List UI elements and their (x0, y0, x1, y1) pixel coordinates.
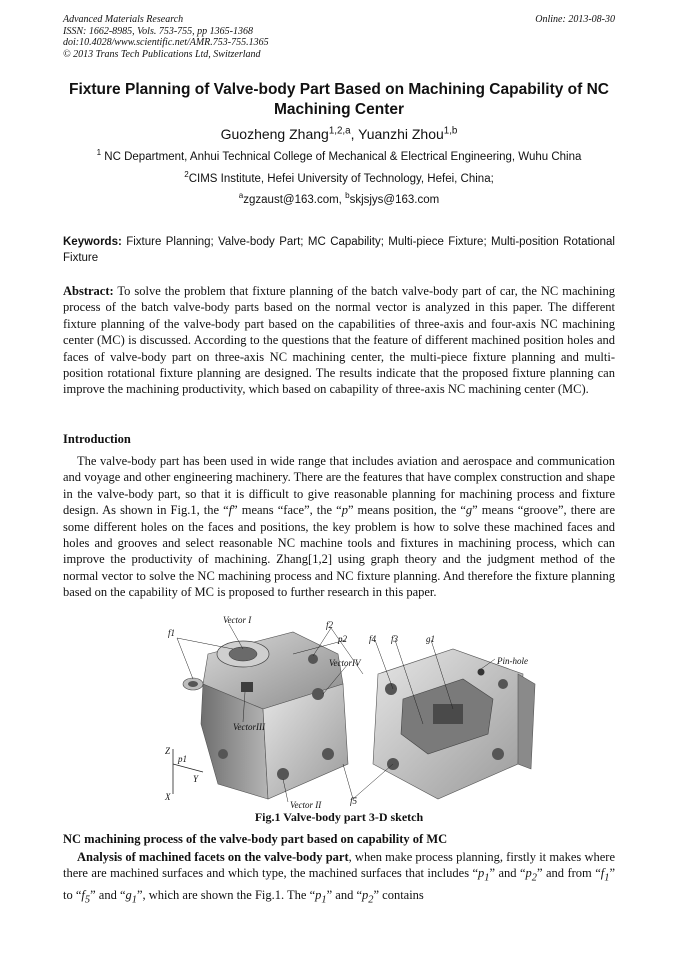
label-vector3: VectorIII (233, 722, 265, 732)
symbol-p1 (315, 888, 327, 906)
para-text: ” to “ (63, 866, 615, 903)
para-text: ” and “ (90, 888, 126, 903)
sym: p (315, 888, 322, 903)
label-f2: f2 (326, 620, 334, 630)
subheading: Analysis of machined facets on the valve-body part (77, 850, 349, 864)
hole (277, 768, 289, 780)
introduction-heading: Introduction (63, 432, 131, 446)
author-affil-mark: 1,2,a (328, 125, 351, 137)
symbol-f: f (228, 503, 233, 518)
intro-text: ” means position, the “ (347, 503, 466, 518)
right-part-side-face (518, 674, 535, 769)
section-heading: NC machining process of the valve-body part based on capability of MC (63, 832, 448, 846)
sym: f (81, 888, 85, 903)
symbol-g1 (125, 888, 137, 906)
hole (492, 748, 504, 760)
sym: p (478, 866, 485, 881)
sym-sub: 1 (131, 894, 137, 906)
journal-header (63, 14, 269, 60)
label-vector2: Vector II (290, 800, 322, 810)
author-name: Guozheng Zhang (220, 126, 329, 142)
sym-sub: 2 (531, 872, 537, 884)
keywords (63, 234, 615, 266)
copyright-line: © 2013 Trans Tech Publications Ltd, Switzerland (63, 48, 261, 60)
hole (218, 749, 228, 759)
hole (308, 654, 318, 664)
label-axis-y: Y (193, 774, 199, 784)
paper-title: Fixture Planning of Valve-body Part Based on Machining Capability of NC Machining Center (69, 81, 609, 118)
label-axis-x: X (165, 792, 171, 802)
email-line (63, 191, 615, 206)
author-affil-mark: 1,b (443, 125, 458, 137)
label-f5: f5 (350, 796, 358, 806)
author-name: Yuanzhi Zhou (358, 126, 444, 142)
para-text: , when make process planning, firstly it makes where there are machined surfaces and which type, the machined surfaces that includes “ (63, 850, 615, 881)
sym: g (125, 888, 132, 903)
affiliation-1 (63, 148, 615, 163)
keywords-text: Fixture Planning; Valve-body Part; MC Capability; Multi-piece Fixture; Multi-position Rotational Fixture (63, 236, 615, 264)
valve-body-figure (163, 614, 563, 810)
journal-name: Advanced Materials Research (63, 14, 184, 25)
label-vector1: Vector I (223, 615, 252, 625)
sym-sub: 1 (321, 894, 327, 906)
hole (385, 683, 397, 695)
label-vector4: VectorIV (329, 658, 361, 668)
label-pinhole: Pin-hole (497, 656, 528, 666)
affil-text: CIMS Institute, Hefei University of Technology, Hefei, China; (188, 173, 494, 185)
label-g1: g1 (426, 634, 435, 644)
doi-line: doi:10.4028/www.scientific.net/AMR.753-755.1365 (63, 37, 269, 48)
para-text: ” and “ (326, 888, 363, 903)
abstract-label: Abstract: (63, 284, 114, 298)
boss-hole (229, 647, 257, 661)
intro-text: The valve-body part has been used in wide range that includes aviation and aerospace and communication and voyage and other engineering machinery. There are the features that have complex construction and shape in the valve-body part, so that it is difficult to give reasonable planning for machining process and fixture design. As shown in Fig.1, the “ (63, 454, 615, 518)
symbol-p2 (362, 888, 374, 906)
para-text: ”, which are shown the Fig.1. The “ (136, 888, 316, 903)
keywords-label: Keywords: (63, 236, 122, 248)
sym-sub: 1 (604, 872, 610, 884)
intro-text: ” means “face”, the “ (232, 503, 342, 518)
label-f4: f4 (369, 634, 377, 644)
para-text: ” and “ (489, 866, 526, 881)
abstract-text: To solve the problem that fixture planning of the batch valve-body part of car, the NC machining process of the batch valve-body parts based on the normal vector is analyzed in this paper. The different fixture planning of the valve-body part based on the capabilities of three-axis and four-axis NC machining center (MC) is discussed. According to the questions that the feature of different machined position holes and faces of valve-body part on three-axis NC machining center, the multi-piece fixture planning and multi-position rotational fixture planning are designed. The results indicate that the proposed fixture planning can improve the machining productivity, which based on cabapility of three-axis NC machining center (MC). (63, 284, 615, 397)
section-paragraph (63, 849, 615, 909)
para-text: ” contains (373, 888, 424, 903)
sym: p (362, 888, 369, 903)
right-part-3d-view (373, 649, 535, 799)
symbol-g: g (465, 503, 473, 518)
email-link[interactable]: zgzaust@163.com, (243, 194, 346, 206)
figure-caption: Fig.1 Valve-body part 3-D sketch (254, 810, 424, 824)
hole (322, 748, 334, 760)
issn-line: ISSN: 1662-8985, Vols. 753-755, pp 1365-1368 (63, 25, 253, 37)
sym-sub: 2 (368, 894, 374, 906)
introduction-paragraph (63, 453, 615, 601)
hole (312, 688, 324, 700)
slot-feature (241, 682, 253, 692)
left-part-3d-view (183, 632, 348, 799)
small-boss-hole (188, 681, 198, 687)
para-text: ” and from “ (536, 866, 601, 881)
affil-text: NC Department, Anhui Technical College of Mechanical & Electrical Engineering, Wuhu China (101, 151, 582, 163)
label-p2: p2 (338, 634, 347, 644)
online-date: Online: 2013-08-30 (535, 14, 615, 25)
pin-hole (478, 669, 485, 676)
label-axis-z: Z (165, 746, 171, 756)
sym-sub: 1 (484, 872, 490, 884)
label-f1: f1 (168, 628, 176, 638)
symbol-p1 (478, 866, 490, 884)
hole (498, 679, 508, 689)
affiliation-2 (63, 170, 615, 185)
abstract (63, 283, 615, 398)
symbol-p2 (525, 866, 537, 884)
email-link[interactable]: skjsjys@163.com (349, 194, 440, 206)
sym: p (525, 866, 532, 881)
affil-mark: 1 (96, 148, 102, 158)
email-mark: a (238, 191, 244, 201)
label-p1: p1 (178, 754, 187, 764)
sym: f (600, 866, 605, 881)
label-f3: f3 (391, 634, 399, 644)
email-mark: b (345, 191, 350, 201)
affil-mark: 2 (184, 170, 189, 180)
sym-sub: 5 (84, 894, 91, 906)
symbol-p: p (341, 503, 348, 518)
intro-text: ” means “groove”, there are some different holes on the faces and positions, the key problem is how to solve these machined faces and holes and grooves and select reasonable NC machine tools and fixtures in machining process, which can improve the productivity of machining. Zhang[1,2] using graph theory and the judgment method of the normal vector to solve the NC machining process and NC fixture planning. And therefore the fixture planning based on the capability of MC is proposed to further research in this paper. (63, 503, 615, 600)
inner-pocket (433, 704, 463, 724)
author-line (63, 126, 615, 142)
symbol-f5 (81, 888, 91, 906)
author-separator: , (350, 126, 359, 142)
